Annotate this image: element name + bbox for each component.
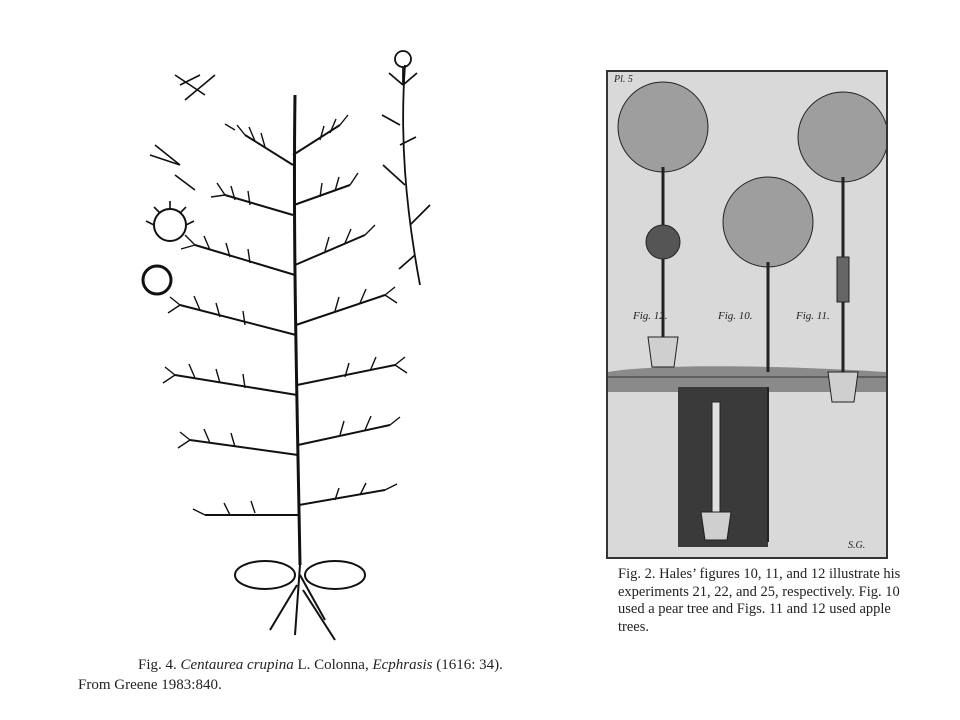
- left-figure-caption: [78, 655, 518, 695]
- right-figure-caption: Fig. 2. Hales’ figures 10, 11, and 12 illustrate his experiments 21, 22, and 25, respectively. Fig. 10 used a pear tree and Figs. 11 and 12 used apple trees.: [618, 566, 901, 635]
- plate-fig10-label: Fig. 10.: [718, 310, 753, 322]
- plate-number: Pl. 5: [614, 74, 633, 85]
- plate-fig12-label: Fig. 12.: [633, 310, 668, 322]
- plate-fig11-label: Fig. 11.: [796, 310, 830, 322]
- caption-suffix: (1616: 34). From Greene 1983:840.: [78, 657, 503, 693]
- engraved-plate: [606, 70, 888, 559]
- centaurea-illustration: [135, 45, 465, 645]
- caption-work: Ecphrasis: [372, 657, 433, 673]
- hales-figure: [596, 64, 926, 564]
- plant-drawing: [135, 45, 465, 645]
- caption-prefix: Fig. 4.: [138, 657, 181, 673]
- caption-species: Centaurea crupina: [180, 657, 294, 673]
- caption-mid: L. Colonna,: [293, 657, 373, 673]
- plate-signature: S.G.: [848, 540, 866, 551]
